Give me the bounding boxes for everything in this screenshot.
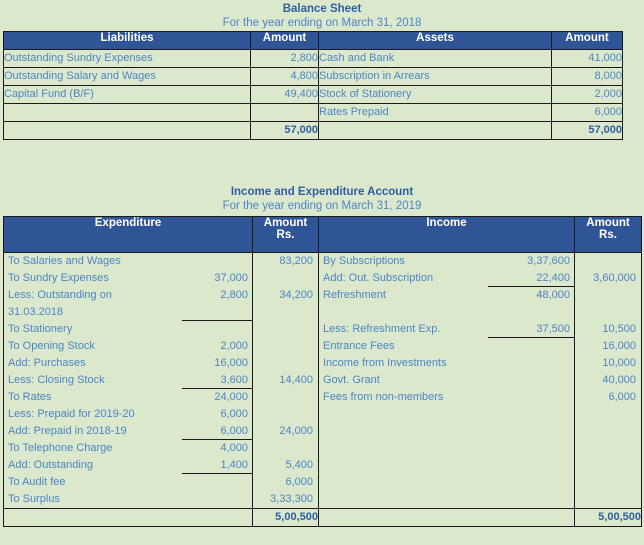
expenditure-sub-amount: 6,000: [220, 408, 248, 420]
income-label: [319, 304, 488, 321]
balance-sheet-table: [3, 31, 623, 140]
header-expenditure: Expenditure: [4, 217, 253, 253]
income-amount: 40,000: [602, 374, 636, 386]
expenditure-label: To Surplus: [8, 493, 60, 505]
income-label: Entrance Fees: [323, 340, 395, 352]
header-income: Income: [319, 217, 575, 253]
expenditure-sub-amount: [182, 474, 252, 491]
expenditure-label: To Salaries and Wages: [8, 255, 121, 267]
header-amount-expenditure-line2: Rs.: [276, 229, 295, 241]
expenditure-amount: 14,400: [279, 374, 313, 386]
table-row: [4, 68, 623, 86]
balance-sheet-total-row: [4, 122, 623, 140]
expenditure-amount: 5,400: [285, 459, 313, 471]
asset-amount: 2,000: [552, 86, 623, 104]
expenditure-label: To Rates: [8, 391, 52, 403]
income-amount: [575, 287, 641, 304]
header-amount-income: [575, 217, 642, 253]
liability-amount: 2,800: [251, 50, 319, 68]
header-assets: Assets: [319, 32, 552, 50]
list-item: [4, 253, 252, 270]
income-label: Govt. Grant: [323, 374, 380, 386]
expenditure-amount: 83,200: [279, 255, 313, 267]
income-expenditure-total-row: [4, 509, 642, 527]
list-item: [4, 474, 252, 491]
income-expenditure-subtitle: For the year ending on March 31, 2019: [222, 200, 422, 212]
balance-sheet-subtitle: For the year ending on March 31, 2018: [222, 17, 422, 29]
income-label: Refreshment: [323, 289, 386, 301]
liability-label: Outstanding Sundry Expenses: [4, 50, 251, 68]
balance-sheet-header-row: [4, 32, 623, 50]
asset-label: Rates Prepaid: [319, 104, 552, 122]
expenditure-amount: [253, 389, 318, 406]
list-item: [319, 321, 574, 338]
list-item: [319, 372, 574, 389]
list-item: [4, 406, 252, 423]
expenditure-amount: 24,000: [279, 425, 313, 437]
income-entry-list: [319, 253, 574, 406]
expenditure-sub-amount: 24,000: [214, 391, 248, 403]
income-expenditure-body-row: [4, 253, 642, 509]
expenditure-amount: [253, 406, 318, 423]
liability-label: Outstanding Salary and Wages: [4, 68, 251, 86]
expenditure-sub-amount: 6,000: [182, 423, 252, 440]
expenditure-sub-amount: 3,600: [182, 372, 252, 389]
expenditure-label: Less: Outstanding on: [8, 289, 112, 301]
expenditure-amount: 3,33,300: [270, 493, 313, 505]
asset-amount: 41,000: [552, 50, 623, 68]
income-label: Income from Investments: [323, 357, 447, 369]
expenditure-label: To Stationery: [8, 323, 73, 335]
list-item: [4, 372, 252, 389]
liability-label: Capital Fund (B/F): [4, 86, 251, 104]
list-item: [319, 270, 574, 287]
income-amount: [575, 253, 641, 270]
total-assets: 57,000: [552, 122, 623, 140]
list-item: [319, 287, 574, 304]
income-sub-amount: 3,37,600: [527, 255, 570, 267]
liability-amount: [251, 104, 319, 122]
total-spacer-expenditure: [4, 509, 253, 527]
table-row: [4, 50, 623, 68]
income-amount: 16,000: [602, 340, 636, 352]
expenditure-label: Less: Prepaid for 2019-20: [8, 408, 135, 420]
list-item: [4, 287, 252, 304]
asset-label: Subscription in Arrears: [319, 68, 552, 86]
total-spacer-right: [319, 122, 552, 140]
liability-amount: 49,400: [251, 86, 319, 104]
list-item: [4, 304, 252, 321]
expenditure-label: Add: Purchases: [8, 357, 86, 369]
list-item: [4, 321, 252, 338]
income-amount: 10,000: [602, 357, 636, 369]
income-label: Fees from non-members: [323, 391, 444, 403]
list-item: [319, 304, 574, 321]
expenditure-entry-list: [4, 253, 252, 508]
income-label: Less: Refreshment Exp.: [323, 323, 441, 335]
income-sub-amount: [488, 304, 574, 321]
balance-sheet-title: Balance Sheet: [282, 3, 362, 15]
income-label: Add: Out. Subscription: [323, 272, 434, 284]
asset-amount: 8,000: [552, 68, 623, 86]
income-sub-amount: [488, 355, 574, 372]
header-amount-liabilities: Amount: [251, 32, 319, 50]
income-amount: 10,500: [602, 323, 636, 335]
income-expenditure-header-row: [4, 217, 642, 253]
expenditure-amount: [253, 440, 318, 457]
income-sub-amount: [488, 372, 574, 389]
income-amount-cell: [575, 253, 642, 509]
header-amount-income-line2: Rs.: [599, 229, 617, 241]
income-sub-amount: [488, 338, 574, 355]
income-entries-cell: [319, 253, 575, 509]
liability-amount: 4,800: [251, 68, 319, 86]
expenditure-sub-amount: 2,000: [220, 340, 248, 352]
expenditure-sub-amount: [182, 491, 252, 508]
expenditure-amount: [253, 304, 318, 321]
income-expenditure-table: [3, 216, 642, 527]
income-amount: 3,60,000: [593, 272, 636, 284]
income-sub-amount: 48,000: [536, 289, 570, 301]
list-item: [319, 389, 574, 406]
header-amount-expenditure-line1: Amount: [263, 217, 308, 229]
expenditure-sub-amount: 2,800: [220, 289, 248, 301]
total-expenditure: 5,00,500: [253, 509, 319, 527]
liability-label: [4, 104, 251, 122]
list-item: [319, 355, 574, 372]
expenditure-amount-cell: [253, 253, 319, 509]
list-item: [4, 440, 252, 457]
list-item: [4, 389, 252, 406]
expenditure-sub-amount: [182, 253, 252, 270]
expenditure-sub-amount: [182, 321, 252, 338]
list-item: [4, 423, 252, 440]
expenditure-entries-cell: [4, 253, 253, 509]
list-item: [319, 253, 574, 270]
expenditure-label: Add: Prepaid in 2018-19: [8, 425, 127, 437]
expenditure-label: To Sundry Expenses: [8, 272, 109, 284]
list-item: [4, 270, 252, 287]
expenditure-label: To Telephone Charge: [8, 442, 113, 454]
income-expenditure-title: Income and Expenditure Account: [230, 186, 414, 198]
expenditure-label: To Opening Stock: [8, 340, 95, 352]
income-sub-amount: 37,500: [488, 321, 574, 338]
expenditure-amount: 34,200: [279, 289, 313, 301]
header-amount-expenditure: [253, 217, 319, 253]
expenditure-amount: [253, 321, 318, 338]
header-amount-income-line1: Amount: [586, 217, 630, 229]
income-sub-amount: 22,400: [488, 270, 574, 287]
expenditure-sub-amount: 1,400: [182, 457, 252, 474]
asset-label: Cash and Bank: [319, 50, 552, 68]
asset-amount: 6,000: [552, 104, 623, 122]
list-item: [4, 355, 252, 372]
expenditure-label: Less: Closing Stock: [8, 374, 105, 386]
expenditure-sub-amount: 16,000: [214, 357, 248, 369]
total-spacer-left: [4, 122, 251, 140]
list-item: [4, 491, 252, 508]
income-amount: 6,000: [608, 391, 636, 403]
list-item: [319, 338, 574, 355]
expenditure-sub-amount: 4,000: [220, 442, 248, 454]
expenditure-label: Add: Outstanding: [8, 459, 94, 471]
income-amount: [575, 304, 641, 321]
income-label: By Subscriptions: [323, 255, 405, 267]
list-item: [4, 457, 252, 474]
expenditure-label: 31.03.2018: [8, 306, 64, 318]
table-row: [4, 104, 623, 122]
header-liabilities: Liabilities: [4, 32, 251, 50]
table-row: [4, 86, 623, 104]
header-amount-assets: Amount: [552, 32, 623, 50]
asset-label: Stock of Stationery: [319, 86, 552, 104]
expenditure-amount: [253, 338, 318, 355]
expenditure-label: To Audit fee: [8, 476, 66, 488]
expenditure-amount: [253, 270, 318, 287]
income-sub-amount: [488, 389, 574, 406]
expenditure-amount: [253, 355, 318, 372]
expenditure-sub-amount: 37,000: [214, 272, 248, 284]
list-item: [4, 338, 252, 355]
expenditure-sub-amount: [182, 304, 252, 321]
total-liabilities: 57,000: [251, 122, 319, 140]
total-income: 5,00,500: [575, 509, 642, 527]
expenditure-amount: 6,000: [285, 476, 313, 488]
total-spacer-income: [319, 509, 575, 527]
